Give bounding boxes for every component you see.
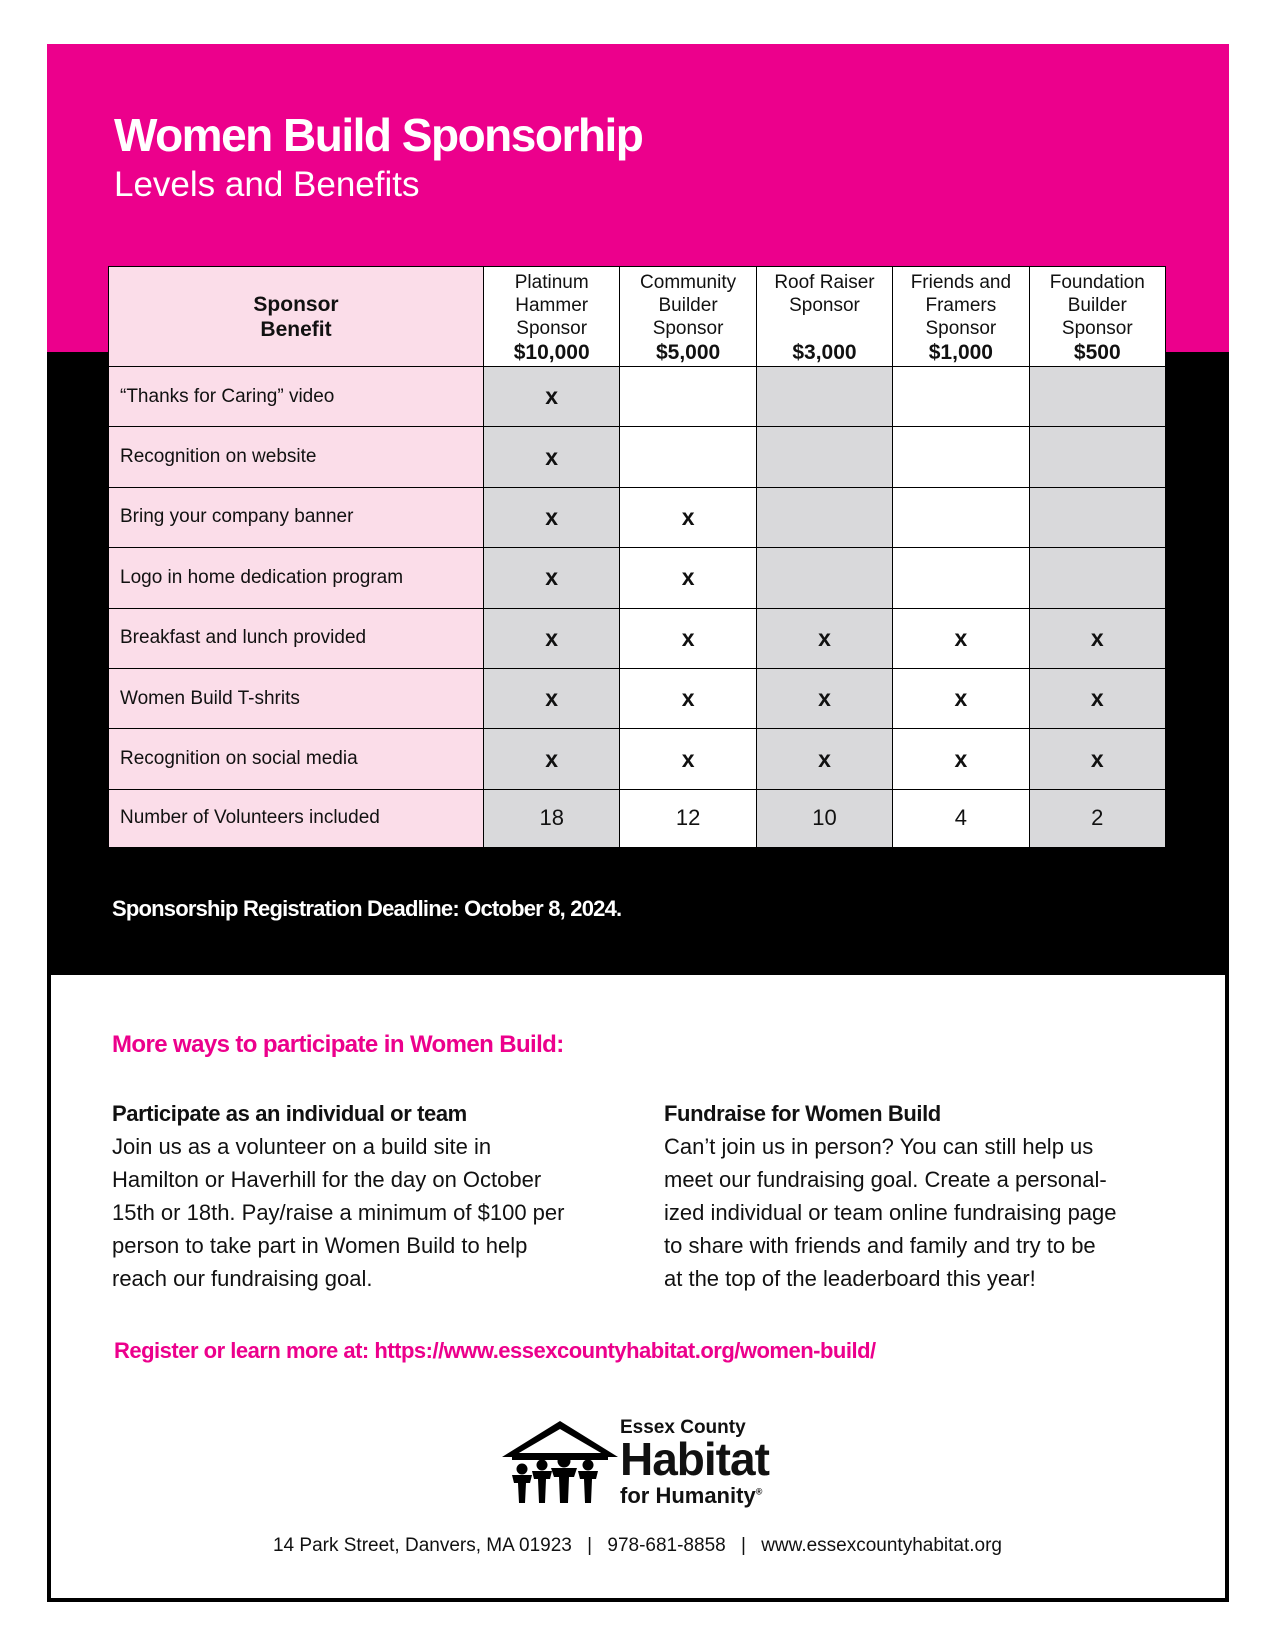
table-cell [620, 427, 756, 487]
page-subtitle: Levels and Benefits [114, 165, 420, 204]
table-row [109, 548, 1166, 608]
fundraise-section [664, 1097, 1164, 1295]
level-price: $3,000 [792, 341, 857, 364]
level-header-platinum: Platinum Hammer Sponsor $10,000 [484, 267, 620, 367]
body-line: 15th or 18th. Pay/raise a minimum of $100 per [112, 1200, 565, 1225]
benefit-label: “Thanks for Caring” video [109, 367, 484, 427]
body-line: to share with friends and family and try to be [664, 1233, 1096, 1258]
table-cell: x [893, 668, 1029, 728]
table-row [109, 427, 1166, 487]
footer-website[interactable]: www.essexcountyhabitat.org [761, 1535, 1002, 1556]
table-row [109, 729, 1166, 789]
benefit-label: Number of Volunteers included [109, 789, 484, 847]
table-cell: x [620, 608, 756, 668]
table-cell [756, 427, 892, 487]
table-cell: x [756, 729, 892, 789]
table-cell: x [484, 608, 620, 668]
volunteer-count: 18 [484, 789, 620, 847]
body-line: reach our fundraising goal. [112, 1266, 373, 1291]
table-row [109, 789, 1166, 847]
table-cell: x [893, 729, 1029, 789]
benefit-label: Women Build T-shrits [109, 668, 484, 728]
table-cell [1029, 487, 1165, 547]
benefit-label: Bring your company banner [109, 487, 484, 547]
table-cell: x [756, 668, 892, 728]
house-people-icon [500, 1413, 620, 1513]
contact-footer [0, 1535, 1275, 1557]
table-cell [756, 487, 892, 547]
table-row [109, 668, 1166, 728]
footer-separator: | [740, 1535, 746, 1556]
table-cell: x [484, 729, 620, 789]
table-cell: x [620, 668, 756, 728]
table-cell: x [893, 608, 1029, 668]
footer-separator: | [587, 1535, 593, 1556]
table-cell: x [484, 668, 620, 728]
table-cell: x [620, 548, 756, 608]
level-header-foundation: Foundation Builder Sponsor $500 [1029, 267, 1165, 367]
individual-team-section [112, 1097, 602, 1295]
table-cell: x [484, 487, 620, 547]
body-line: person to take part in Women Build to help [112, 1233, 528, 1258]
volunteer-count: 10 [756, 789, 892, 847]
table-cell: x [1029, 668, 1165, 728]
logo-habitat: Habitat [620, 1433, 769, 1485]
habitat-logo [500, 1413, 790, 1513]
table-row [109, 487, 1166, 547]
table-cell [620, 367, 756, 427]
level-price: $10,000 [513, 341, 590, 364]
table-cell [756, 367, 892, 427]
section-heading: Fundraise for Women Build [664, 1101, 941, 1126]
sponsorship-table [108, 266, 1166, 848]
table-cell [1029, 367, 1165, 427]
benefit-label: Breakfast and lunch provided [109, 608, 484, 668]
table-cell: x [484, 367, 620, 427]
table-cell [893, 548, 1029, 608]
benefit-label: Logo in home dedication program [109, 548, 484, 608]
logo-humanity: for Humanity® [620, 1483, 763, 1508]
section-heading: Participate as an individual or team [112, 1101, 467, 1126]
table-cell [1029, 548, 1165, 608]
level-header-community: Community Builder Sponsor $5,000 [620, 267, 756, 367]
body-line: ized individual or team online fundraising page [664, 1200, 1117, 1225]
benefit-label: Recognition on social media [109, 729, 484, 789]
level-price: $5,000 [655, 341, 721, 364]
table-header-row [109, 267, 1166, 367]
table-cell: x [484, 427, 620, 487]
table-cell [893, 367, 1029, 427]
body-line: Can’t join us in person? You can still help us [664, 1134, 1094, 1159]
table-cell: x [756, 608, 892, 668]
level-header-friends-framers: Friends and Framers Sponsor $1,000 [893, 267, 1029, 367]
body-line: Join us as a volunteer on a build site in [112, 1134, 492, 1159]
benefit-column-header: Sponsor Benefit [109, 267, 484, 367]
volunteer-count: 12 [620, 789, 756, 847]
table-cell: x [1029, 729, 1165, 789]
level-price: $1,000 [928, 341, 993, 364]
body-line: meet our fundraising goal. Create a personal- [664, 1167, 1107, 1192]
footer-phone[interactable]: 978-681-8858 [607, 1535, 726, 1556]
level-price: $500 [1073, 341, 1121, 364]
body-line: at the top of the leaderboard this year! [664, 1266, 1036, 1291]
page-title: Women Build Sponsorhip [114, 109, 643, 161]
table-row [109, 608, 1166, 668]
table-row [109, 367, 1166, 427]
table-cell [893, 487, 1029, 547]
table-cell: x [484, 548, 620, 608]
table-cell: x [1029, 608, 1165, 668]
more-ways-heading: More ways to participate in Women Build: [112, 1031, 564, 1058]
register-link[interactable]: Register or learn more at: https://www.essexcountyhabitat.org/women-build/ [114, 1338, 876, 1363]
benefit-label: Recognition on website [109, 427, 484, 487]
table-cell: x [620, 729, 756, 789]
volunteer-count: 2 [1029, 789, 1165, 847]
table-cell: x [620, 487, 756, 547]
table-cell [756, 548, 892, 608]
registration-deadline: Sponsorship Registration Deadline: October 8, 2024. [112, 896, 622, 921]
table-cell [893, 427, 1029, 487]
table-cell [1029, 427, 1165, 487]
level-header-roof-raiser: Roof Raiser Sponsor $3,000 [756, 267, 892, 367]
logo-county: Essex County [620, 1417, 746, 1438]
footer-address: 14 Park Street, Danvers, MA 01923 [272, 1535, 572, 1556]
volunteer-count: 4 [893, 789, 1029, 847]
body-line: Hamilton or Haverhill for the day on October [112, 1167, 542, 1192]
